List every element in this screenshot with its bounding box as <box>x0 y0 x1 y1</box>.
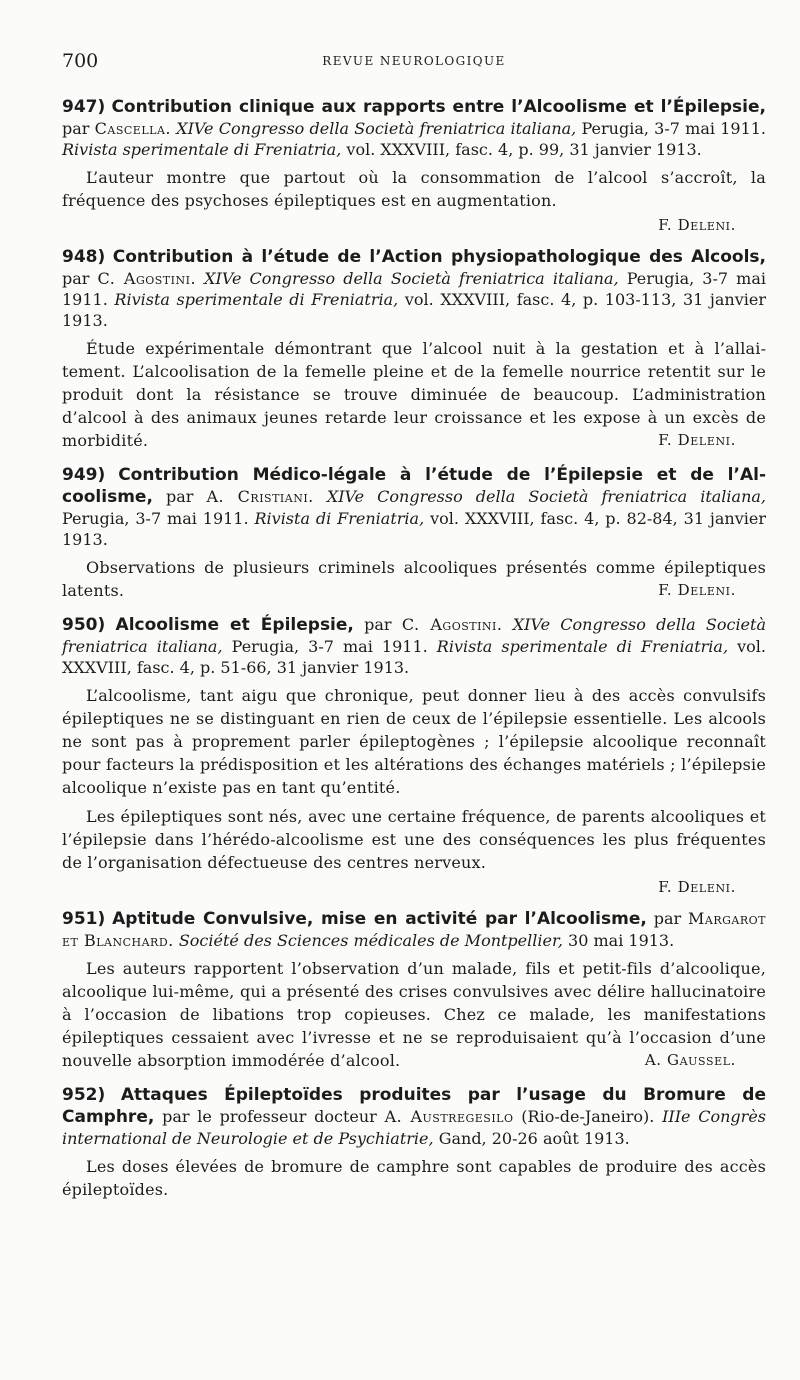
abstract-text: Observations de plusieurs criminels alcooliques présentés comme épileptiques latents. <box>62 558 766 600</box>
entry-title: Contribution clinique aux rapports entre l’Alcoolisme et l’Épilepsie, <box>111 97 766 117</box>
entry-journal: IIIe Congrès international de Neurologie et de Psychiatrie, <box>62 1107 766 1148</box>
journal-title: REVUE NEUROLOGIQUE <box>322 54 506 68</box>
entry-reference: vol. XXXVIII, fasc. 4, p. 51-66, 31 janvier 1913. <box>62 637 766 677</box>
reviewer-signature: F. Deleni. <box>658 216 736 234</box>
entry-details: Perugia, 3-7 mai 1911. <box>581 119 767 138</box>
entry-title: Alcoolisme et Épilepsie, <box>115 615 354 635</box>
entry-details: Perugia, 3-7 mai 1911. <box>231 637 428 656</box>
abstract-paragraph <box>62 337 766 452</box>
reviewer-signature: F. Deleni. <box>658 431 736 449</box>
entry-author: C. Agostini. <box>401 615 503 634</box>
abstract-paragraph <box>62 556 766 602</box>
entry-journal: Rivista sperimentale di Freniatria, <box>436 637 729 656</box>
entry-number: 948) <box>62 247 106 267</box>
entry-number: 949) <box>62 465 106 485</box>
entry-abstract <box>62 166 766 212</box>
entry-950 <box>62 614 766 896</box>
entry-source: XIVe Congresso della Società freniatrica italiana, <box>204 269 619 288</box>
entry-title: Contribution Médico-légale à l’étude de l’Épilepsie et de l’Alcoolisme, <box>62 465 766 507</box>
entry-abstract <box>62 957 766 1072</box>
entry-author: C. Agostini. <box>97 269 197 288</box>
entry-952 <box>62 1084 766 1201</box>
abstract-text: Les auteurs rapportent l’observation d’un malade, fils et petit-fils d’alcoolique, alcoolique lui-même, qui a présenté des crises convulsives avec délire hallucinatoire à l’occasion de libations trop copieuses. Chez ce malade, les manifestations épileptiques cessaient avec l’ivresse et ne se reproduisaient qu’à l’occasion d’une nouvelle absorption immodérée d’alcool. <box>62 959 766 1070</box>
entry-abstract <box>62 556 766 602</box>
entry-heading <box>62 1084 766 1149</box>
entry-951 <box>62 908 766 1072</box>
abstract-paragraph: L’alcoolisme, tant aigu que chronique, peut donner lieu à des accès convulsifs épileptiques ne se distinguant en rien de ceux de l’épilepsie essentielle. Les alcools ne sont pas à proprement parler épileptogènes ; l’épilepsie alcoolique reconnaît pour facteurs la prédisposition et les altérations des échanges matériels ; l’épilepsie alcoolique n’existe pas en tant qu’entité. <box>62 686 766 797</box>
entry-author: A. Cristiani. <box>206 487 314 506</box>
entry-reference: vol. XXXVIII, fasc. 4, p. 99, 31 janvier 1913. <box>346 140 702 159</box>
entry-journal: Rivista di Freniatria, <box>254 509 425 528</box>
entry-948 <box>62 246 766 452</box>
entry-heading <box>62 246 766 331</box>
reviewer-signature: F. Deleni. <box>658 581 736 599</box>
entry-journal: Rivista sperimentale di Freniatria, <box>62 140 342 159</box>
entry-reference: vol. XXXVIII, fasc. 4, p. 103-113, 31 janvier 1913. <box>62 290 767 330</box>
entry-details: Perugia, 3-7 mai 1911. <box>62 509 249 528</box>
reviewer-signature: A. Gaussel. <box>644 1051 736 1069</box>
by-word: par <box>62 119 90 138</box>
entry-source: XIVe Congresso della Società freniatrica italiana, <box>326 487 767 506</box>
entry-title: Aptitude Convulsive, mise en activité par l’Alcoolisme, <box>112 909 647 929</box>
entry-947 <box>62 96 766 234</box>
entry-heading <box>62 908 766 951</box>
entry-number: 952) <box>62 1085 106 1105</box>
entry-abstract <box>62 337 766 452</box>
entry-title: Contribution à l’étude de l’Action physiopathologique des Alcools, <box>112 247 767 267</box>
abstract-text: Étude expérimentale démontrant que l’alcool nuit à la gestation et à l’allaitement. L’alcoolisation de la femelle pleine et de la femelle nourrice retentit sur le produit dont la résistance se trouve diminuée de beaucoup. L’administration d’alcool à des animaux jeunes retarde leur croissance et les expose à un excès de morbidité. <box>62 339 766 450</box>
by-word: par le professeur docteur <box>162 1107 377 1126</box>
abstract-paragraph: Les doses élevées de bromure de camphre sont capables de produire des accès épileptoïdes. <box>62 1157 766 1199</box>
entry-number: 951) <box>62 909 106 929</box>
entry-abstract <box>62 684 766 874</box>
by-word: par <box>653 909 682 928</box>
entry-source: XIVe Congresso della Società freniatrica italiana, <box>62 615 766 656</box>
page-number: 700 <box>62 50 99 72</box>
entry-source: XIVe Congresso della Società freniatrica italiana, <box>176 119 577 138</box>
entry-journal: Rivista sperimentale di Freniatria, <box>114 290 399 309</box>
entry-reference: vol. XXXVIII, fasc. 4, p. 82-84, 31 janvier 1913. <box>62 509 767 549</box>
entry-abstract <box>62 1155 766 1201</box>
entry-author: A. Austregesilo <box>384 1107 514 1126</box>
entry-source: Société des Sciences médicales de Montpellier, <box>178 931 563 950</box>
abstract-paragraph: Les épileptiques sont nés, avec une certaine fréquence, de parents alcooliques et l’épilepsie dans l’hérédo-alcoolisme est une des conséquences les plus fréquentes de l’organisation défectueuse des centres nerveux. <box>62 807 766 872</box>
entry-949 <box>62 464 766 602</box>
entry-heading <box>62 96 766 160</box>
entry-heading <box>62 614 766 678</box>
entry-details: Perugia, 3-7 mai 1911. <box>62 269 766 309</box>
entry-reference: Gand, 20-26 août 1913. <box>438 1129 630 1148</box>
entry-title: Attaques Épileptoïdes produites par l’usage du Bromure de Camphre, <box>62 1085 766 1127</box>
reviewer-signature: F. Deleni. <box>658 878 736 896</box>
abstract-paragraph <box>62 957 766 1072</box>
entry-number: 947) <box>62 97 106 117</box>
abstract-paragraph: L’auteur montre que partout où la consommation de l’alcool s’accroît, la fréquence des psychoses épileptiques est en augmentation. <box>62 168 766 210</box>
entry-author: Cascella. <box>94 119 171 138</box>
entry-reference: 30 mai 1913. <box>568 931 675 950</box>
entry-heading <box>62 464 766 550</box>
entry-source: (Rio-de-Janeiro). <box>521 1107 655 1126</box>
by-word: par <box>165 487 194 506</box>
by-word: par <box>62 269 90 288</box>
by-word: par <box>364 615 392 634</box>
entry-author: Margarot et Blanchard. <box>62 909 766 950</box>
running-head <box>62 50 766 78</box>
entry-number: 950) <box>62 615 106 635</box>
